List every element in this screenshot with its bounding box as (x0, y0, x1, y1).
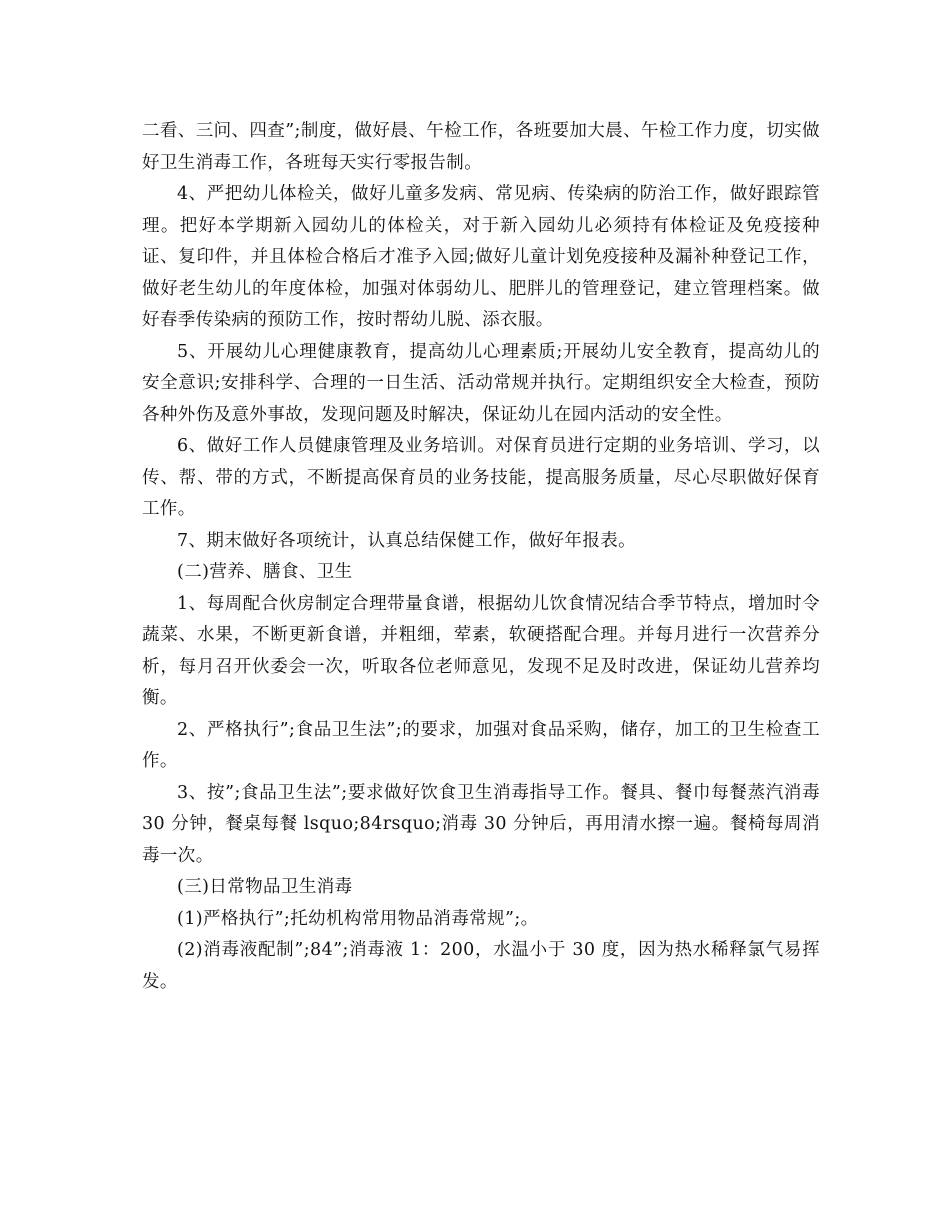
paragraph-5: 7、期末做好各项统计，认真总结保健工作，做好年报表。 (177, 530, 637, 551)
section-heading-disinfection: (三)日常物品卫生消毒 (177, 877, 353, 897)
paragraph-8: 3、按”;食品卫生法”;要求做好饮食卫生消毒指导工作。餐具、餐巾每餐蒸汽消毒 30 分钟，餐桌每餐 lsquo;84rsquo;消毒 30 分钟后，再用清水擦一遍。餐椅每周消毒一次。 (142, 782, 820, 866)
paragraph-6: 1、每周配合伙房制定合理带量食谱，根据幼儿饮食情况结合季节特点，增加时令蔬菜、水果，不断更新食谱，并粗细，荤素，软硬搭配合理。并每月进行一次营养分析，每月召开伙委会一次，听取各位老师意见，发现不足及时改进，保证幼儿营养均衡。 (142, 593, 820, 708)
paragraph-9: (1)严格执行”;托幼机构常用物品消毒常规”;。 (177, 908, 539, 929)
paragraph-10: (2)消毒液配制”;84”;消毒液 1：200，水温小于 30 度，因为热水稀释氯气易挥发。 (142, 940, 820, 992)
document-body (142, 116, 820, 998)
paragraph-3: 5、开展幼儿心理健康教育，提高幼儿心理素质;开展幼儿安全教育，提高幼儿的安全意识;安排科学、合理的一日生活、活动常规并执行。定期组织安全大检查，预防各种外伤及意外事故，发现问题及时解决，保证幼儿在园内活动的安全性。 (142, 341, 820, 425)
section-heading-nutrition: (二)营养、膳食、卫生 (177, 562, 353, 582)
paragraph-2: 4、严把幼儿体检关，做好儿童多发病、常见病、传染病的防治工作，做好跟踪管理。把好本学期新入园幼儿的体检关，对于新入园幼儿必须持有体检证及免疫接种证、复印件，并且体检合格后才准予入园;做好儿童计划免疫接种及漏补种登记工作，做好老生幼儿的年度体检，加强对体弱幼儿、肥胖儿的管理登记，建立管理档案。做好春季传染病的预防工作，按时帮幼儿脱、添衣服。 (142, 184, 820, 330)
paragraph-4: 6、做好工作人员健康管理及业务培训。对保育员进行定期的业务培训、学习，以传、帮、带的方式，不断提高保育员的业务技能，提高服务质量，尽心尽职做好保育工作。 (142, 436, 820, 519)
paragraph-1: 二看、三问、四查”;制度，做好晨、午检工作，各班要加大晨、午检工作力度，切实做好卫生消毒工作，各班每天实行零报告制。 (142, 121, 820, 173)
paragraph-7: 2、严格执行”;食品卫生法”;的要求，加强对食品采购，储存，加工的卫生检查工作。 (142, 719, 820, 771)
